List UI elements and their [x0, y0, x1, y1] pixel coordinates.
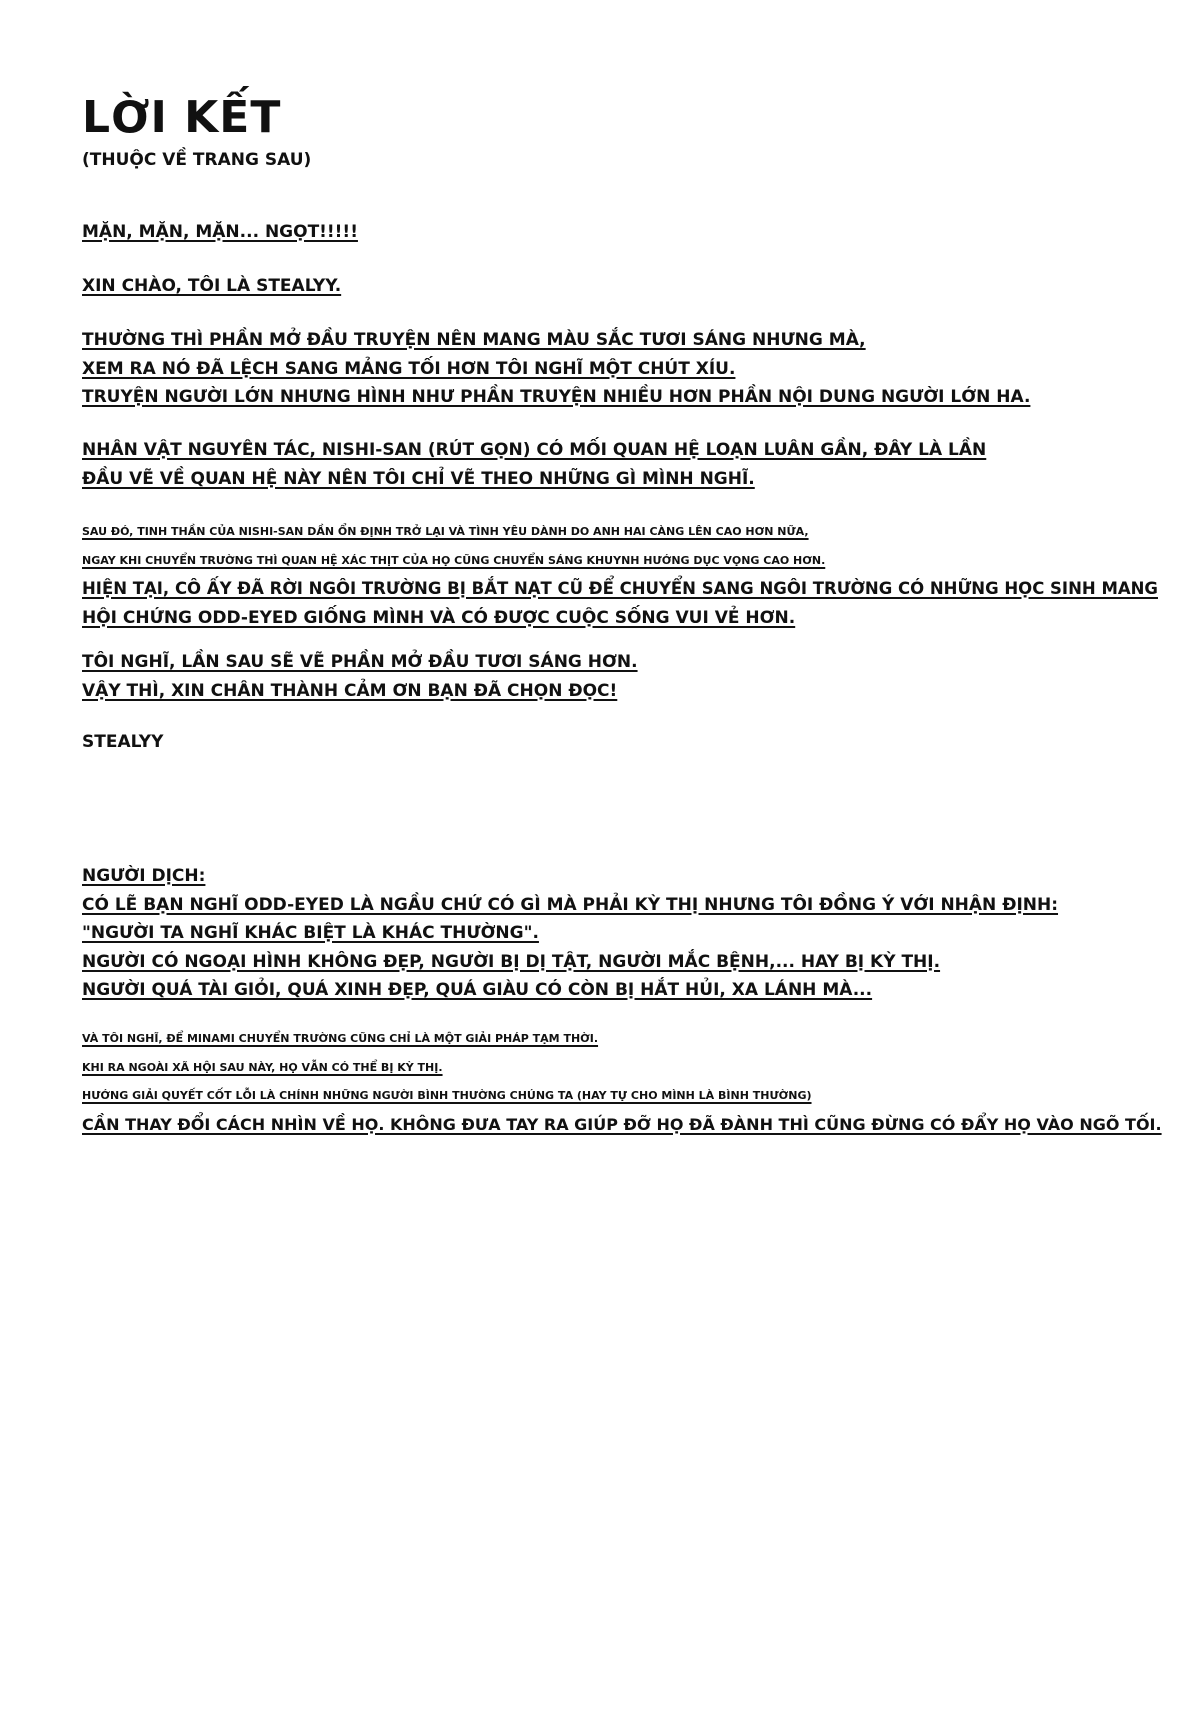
paragraph-character: [82, 436, 986, 493]
text-line: NGAY KHI CHUYỂN TRƯỜNG THÌ QUAN HỆ XÁC THỊT CỦA HỌ CŨNG CHUYỂN SÁNG KHUYNH HƯỚNG DỤC VỌNG CAO HƠN.: [82, 553, 826, 567]
paragraph-intro: [82, 326, 1030, 412]
text-line: VẬY THÌ, XIN CHÂN THÀNH CẢM ƠN BẠN ĐÃ CHỌN ĐỌC!: [82, 680, 618, 701]
paragraph-thanks: [82, 648, 638, 705]
text-line: "NGƯỜI TA NGHĨ KHÁC BIỆT LÀ KHÁC THƯỜNG".: [82, 923, 539, 943]
text-line: TRUYỆN NGƯỜI LỚN NHƯNG HÌNH NHƯ PHẦN TRUYỆN NHIỀU HƠN PHẦN NỘI DUNG NGƯỜI LỚN HA.: [82, 387, 1031, 407]
text-line: CẦN THAY ĐỔI CÁCH NHÌN VỀ HỌ. KHÔNG ĐƯA TAY RA GIÚP ĐỠ HỌ ĐÃ ĐÀNH THÌ CŨNG ĐỪNG CÓ ĐẨY HỌ VÀO NGÕ TỐI.: [82, 1114, 1162, 1134]
text-line: HIỆN TẠI, CÔ ẤY ĐÃ RỜI NGÔI TRƯỜNG BỊ BẮT NẠT CŨ ĐỂ CHUYỂN SANG NGÔI TRƯỜNG CÓ NHỮNG HỌC SINH MANG: [82, 579, 1158, 598]
page-subtitle: (THUỘC VỀ TRANG SAU): [82, 150, 312, 170]
text-line: XIN CHÀO, TÔI LÀ STEALYY.: [82, 276, 342, 296]
text-line: KHI RA NGOÀI XÃ HỘI SAU NÀY, HỌ VẪN CÓ THỂ BỊ KỲ THỊ.: [82, 1060, 443, 1074]
paragraph-translator-note: [82, 862, 1058, 1005]
paragraph-greeting-exclaim: [82, 218, 358, 247]
text-line: VÀ TÔI NGHĨ, ĐỂ MINAMI CHUYỂN TRƯỜNG CŨNG CHỈ LÀ MỘT GIẢI PHÁP TẠM THỜI.: [82, 1032, 599, 1045]
paragraph-translator-conclusion: [82, 1025, 1162, 1139]
text-line: TÔI NGHĨ, LẦN SAU SẼ VẼ PHẦN MỞ ĐẦU TƯƠI SÁNG HƠN.: [82, 652, 638, 672]
paragraph-greeting: [82, 272, 341, 301]
text-line: SAU ĐÓ, TINH THẦN CỦA NISHI-SAN DẦN ỔN ĐỊNH TRỞ LẠI VÀ TÌNH YÊU DÀNH DO ANH HAI CÀNG LÊN CAO HƠN NỮA,: [82, 525, 809, 538]
text-line: XEM RA NÓ ĐÃ LỆCH SANG MẢNG TỐI HƠN TÔI NGHĨ MỘT CHÚT XÍU.: [82, 358, 736, 379]
page-title: LỜI KẾT: [82, 92, 282, 143]
text-line: CÓ LẼ BẠN NGHĨ ODD-EYED LÀ NGẦU CHỨ CÓ GÌ MÀ PHẢI KỲ THỊ NHƯNG TÔI ĐỒNG Ý VỚI NHẬN ĐỊNH:: [82, 894, 1059, 915]
text-line: NGƯỜI DỊCH:: [82, 866, 206, 886]
author-signature: [82, 728, 163, 757]
text-line: ĐẦU VẼ VỀ QUAN HỆ NÀY NÊN TÔI CHỈ VẼ THEO NHỮNG GÌ MÌNH NGHĨ.: [82, 468, 755, 489]
signature-text: STEALYY: [82, 732, 164, 752]
text-line: NGƯỜI QUÁ TÀI GIỎI, QUÁ XINH ĐẸP, QUÁ GIÀU CÓ CÒN BỊ HẮT HỦI, XA LÁNH MÀ...: [82, 980, 873, 1000]
text-line: NGƯỜI CÓ NGOẠI HÌNH KHÔNG ĐẸP, NGƯỜI BỊ DỊ TẬT, NGƯỜI MẮC BỆNH,... HAY BỊ KỲ THỊ.: [82, 951, 941, 972]
text-line: HỘI CHỨNG ODD-EYED GIỐNG MÌNH VÀ CÓ ĐƯỢC CUỘC SỐNG VUI VẺ HƠN.: [82, 607, 796, 628]
text-line: THƯỜNG THÌ PHẦN MỞ ĐẦU TRUYỆN NÊN MANG MÀU SẮC TƯƠI SÁNG NHƯNG MÀ,: [82, 330, 866, 350]
text-line: HƯỚNG GIẢI QUYẾT CỐT LỖI LÀ CHÍNH NHỮNG NGƯỜI BÌNH THƯỜNG CHÚNG TA (HAY TỰ CHO MÌNH LÀ BÌNH THƯỜNG): [82, 1089, 812, 1102]
paragraph-story: [82, 518, 1158, 632]
text-line: NHÂN VẬT NGUYÊN TÁC, NISHI-SAN (RÚT GỌN) CÓ MỐI QUAN HỆ LOẠN LUÂN GẦN, ĐÂY LÀ LẦN: [82, 440, 987, 460]
text-line: MẶN, MẶN, MẶN... NGỌT!!!!!: [82, 222, 358, 242]
